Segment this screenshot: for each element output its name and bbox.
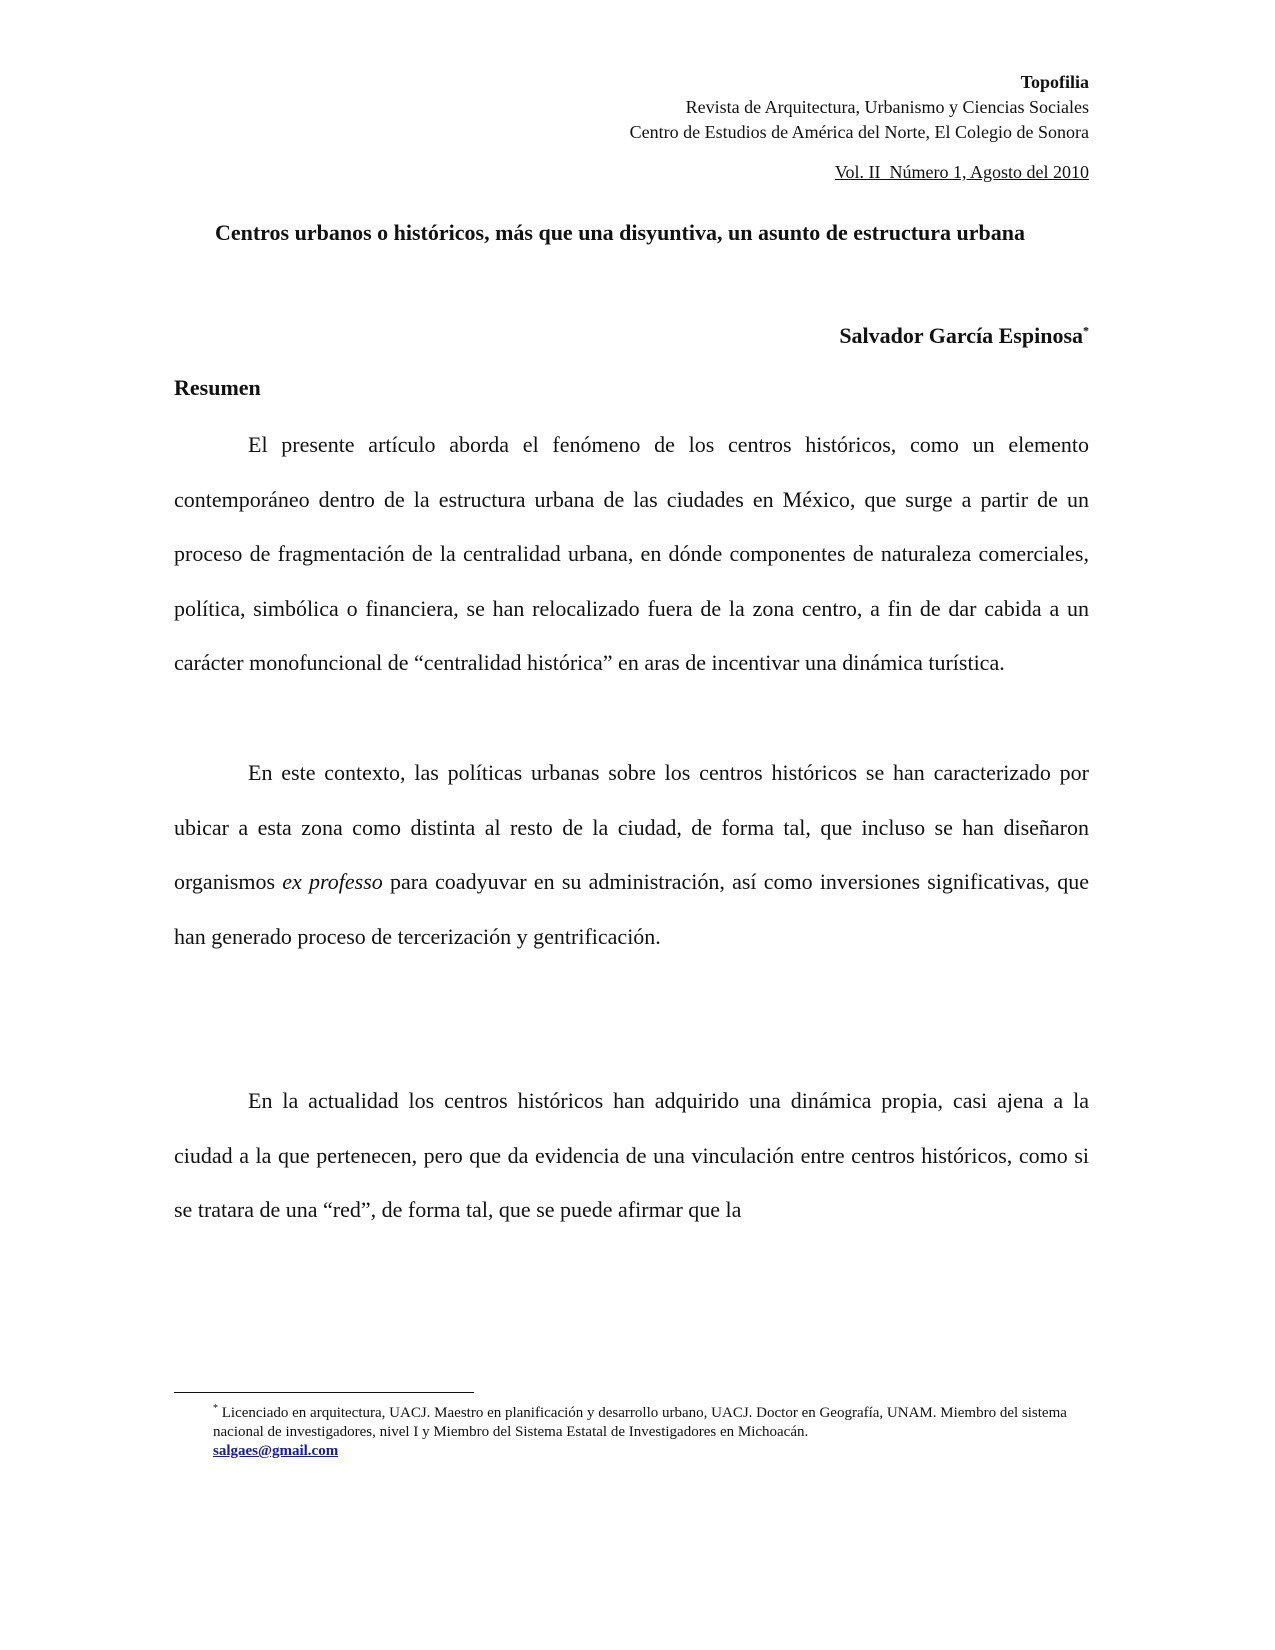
- author-block: [839, 322, 1089, 350]
- author-footnote-mark[interactable]: *: [1083, 323, 1089, 338]
- author-email-link[interactable]: salgaes@gmail.com: [213, 1443, 339, 1459]
- author-name: Salvador García Espinosa: [839, 323, 1083, 348]
- article-title: Centros urbanos o históricos, más que una disyuntiva, un asunto de estructura urbana: [214, 220, 1026, 245]
- latin-phrase: ex professo: [282, 869, 383, 895]
- paragraph-2-text-start: En este contexto, las políticas urbanas sobre los centros históricos se han caracterizado por ubicar a esta zona como distinta al resto de la ciudad, de forma tal, que incluso se han diseñaron organismos: [174, 760, 1089, 895]
- abstract-paragraph-3: En la actualidad los centros históricos han adquirido una dinámica propia, casi ajena a la ciudad a la que pertenecen, pero que da evidencia de una vinculación entre centros históricos, como si se tratara de una “red”, de forma tal, que se puede afirmar que la: [174, 1088, 1089, 1223]
- paragraph-2-text-end: para coadyuvar en su administración, así como inversiones significativas, que han generado proceso de tercerización y gentrificación.: [174, 869, 1090, 949]
- volume-issue: Vol. II Número 1, Agosto del 2010: [834, 162, 1089, 182]
- abstract-paragraph-2: [174, 746, 1089, 964]
- journal-subtitle: Revista de Arquitectura, Urbanismo y Ciencias Sociales: [685, 97, 1089, 117]
- journal-header: [630, 70, 1089, 145]
- footnote-mark: *: [213, 1403, 218, 1414]
- abstract-paragraph-1: El presente artículo aborda el fenómeno de los centros históricos, como un elemento contemporáneo dentro de la estructura urbana de las ciudades en México, que surge a partir de un proceso de fragmentación de la centralidad urbana, en dónde componentes de naturaleza comerciales, política, simbólica o financiera, se han relocalizado fuera de la zona centro, a fin de dar cabida a un carácter monofuncional de “centralidad histórica” en aras de incentivar una dinámica turística.: [174, 432, 1089, 676]
- abstract-heading: Resumen: [174, 375, 261, 400]
- journal-name: Topofilia: [1020, 72, 1089, 92]
- footnote-text: Licenciado en arquitectura, UACJ. Maestro en planificación y desarrollo urbano, UACJ. Doctor en Geografía, UNAM. Miembro del sistema nacional de investigadores, nivel I y Miembro del Sistema Estatal de Investigadores en Michoacán.: [213, 1405, 1067, 1440]
- footnote-divider: [174, 1392, 474, 1393]
- author-footnote: [213, 1404, 1089, 1461]
- institution-name: Centro de Estudios de América del Norte, El Colegio de Sonora: [629, 122, 1089, 142]
